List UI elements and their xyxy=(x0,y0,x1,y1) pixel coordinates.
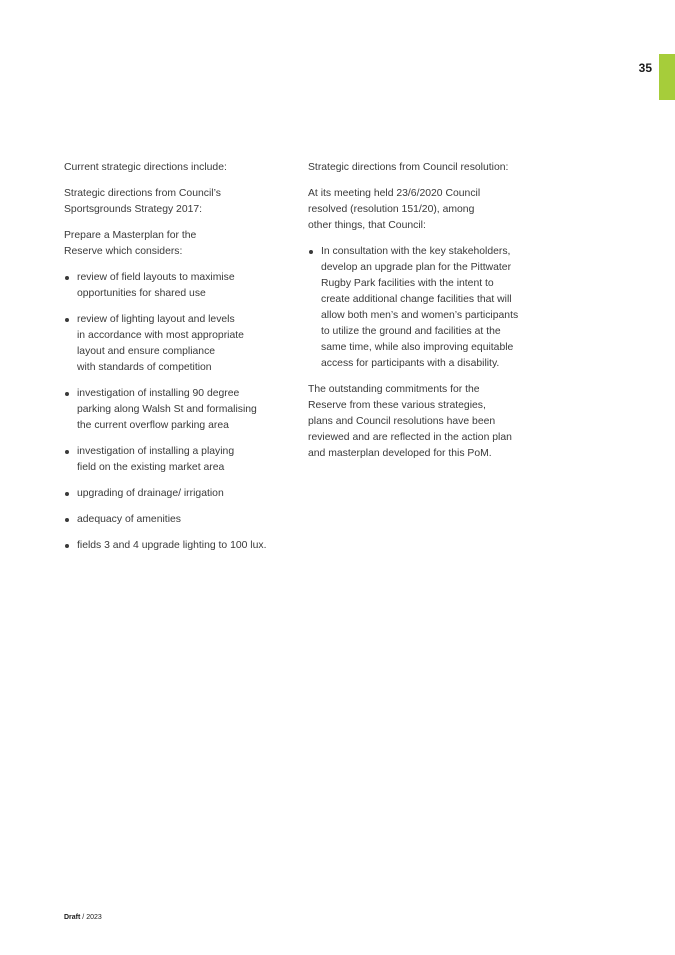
page-tab-marker xyxy=(659,54,675,100)
draft-label: Draft xyxy=(64,914,81,921)
bullet-icon xyxy=(65,518,69,522)
list-item-text: investigation of installing 90 degree parking along Walsh St and formalising the current overflow parking area xyxy=(77,388,257,431)
footer xyxy=(64,914,102,921)
bullet-icon xyxy=(65,318,69,322)
paragraph: Prepare a Masterplan for the Reserve which considers: xyxy=(64,230,197,257)
bullet-icon xyxy=(65,450,69,454)
list-item xyxy=(64,538,289,554)
list-item xyxy=(64,486,289,502)
footer-separator: / xyxy=(80,914,87,921)
paragraph: Current strategic directions include: xyxy=(64,162,227,173)
bullet-list xyxy=(64,270,289,554)
bullet-icon xyxy=(65,392,69,396)
paragraph: At its meeting held 23/6/2020 Council resolved (resolution 151/20), among other things, that Council: xyxy=(308,188,481,231)
list-item-text: fields 3 and 4 upgrade lighting to 100 lux. xyxy=(77,540,267,551)
right-column xyxy=(308,160,543,472)
bullet-icon xyxy=(65,544,69,548)
list-item xyxy=(64,386,289,434)
list-item xyxy=(64,270,289,302)
bullet-icon xyxy=(65,276,69,280)
paragraph: Strategic directions from Council’s Sportsgrounds Strategy 2017: xyxy=(64,188,221,215)
list-item xyxy=(64,512,289,528)
list-item-text: upgrading of drainage/ irrigation xyxy=(77,488,224,499)
list-item-text: review of field layouts to maximise opportunities for shared use xyxy=(77,272,235,299)
list-item xyxy=(64,444,289,476)
list-item-text: adequacy of amenities xyxy=(77,514,181,525)
paragraph: Strategic directions from Council resolution: xyxy=(308,162,509,173)
bullet-icon xyxy=(309,250,313,254)
list-item-text: review of lighting layout and levels in accordance with most appropriate layout and ensure compliance with standards of competition xyxy=(77,314,244,373)
left-column xyxy=(64,160,289,564)
list-item-text: investigation of installing a playing field on the existing market area xyxy=(77,446,235,473)
closing-paragraph: The outstanding commitments for the Reserve from these various strategies, plans and Council resolutions have been reviewed and are reflected in the action plan and masterplan developed for this PoM. xyxy=(308,384,512,459)
list-item xyxy=(308,244,543,372)
footer-year: 2023 xyxy=(86,914,102,921)
list-item xyxy=(64,312,289,376)
bullet-list xyxy=(308,244,543,372)
page-number: 35 xyxy=(638,61,652,75)
bullet-icon xyxy=(65,492,69,496)
list-item-text: In consultation with the key stakeholders, develop an upgrade plan for the Pittwater Rugby Park facilities with the intent to create additional change facilities that will allow both men’s and women’s participants to utilize the ground and facilities at the same time, while also improving equitable access for participants with a disability. xyxy=(321,246,519,369)
